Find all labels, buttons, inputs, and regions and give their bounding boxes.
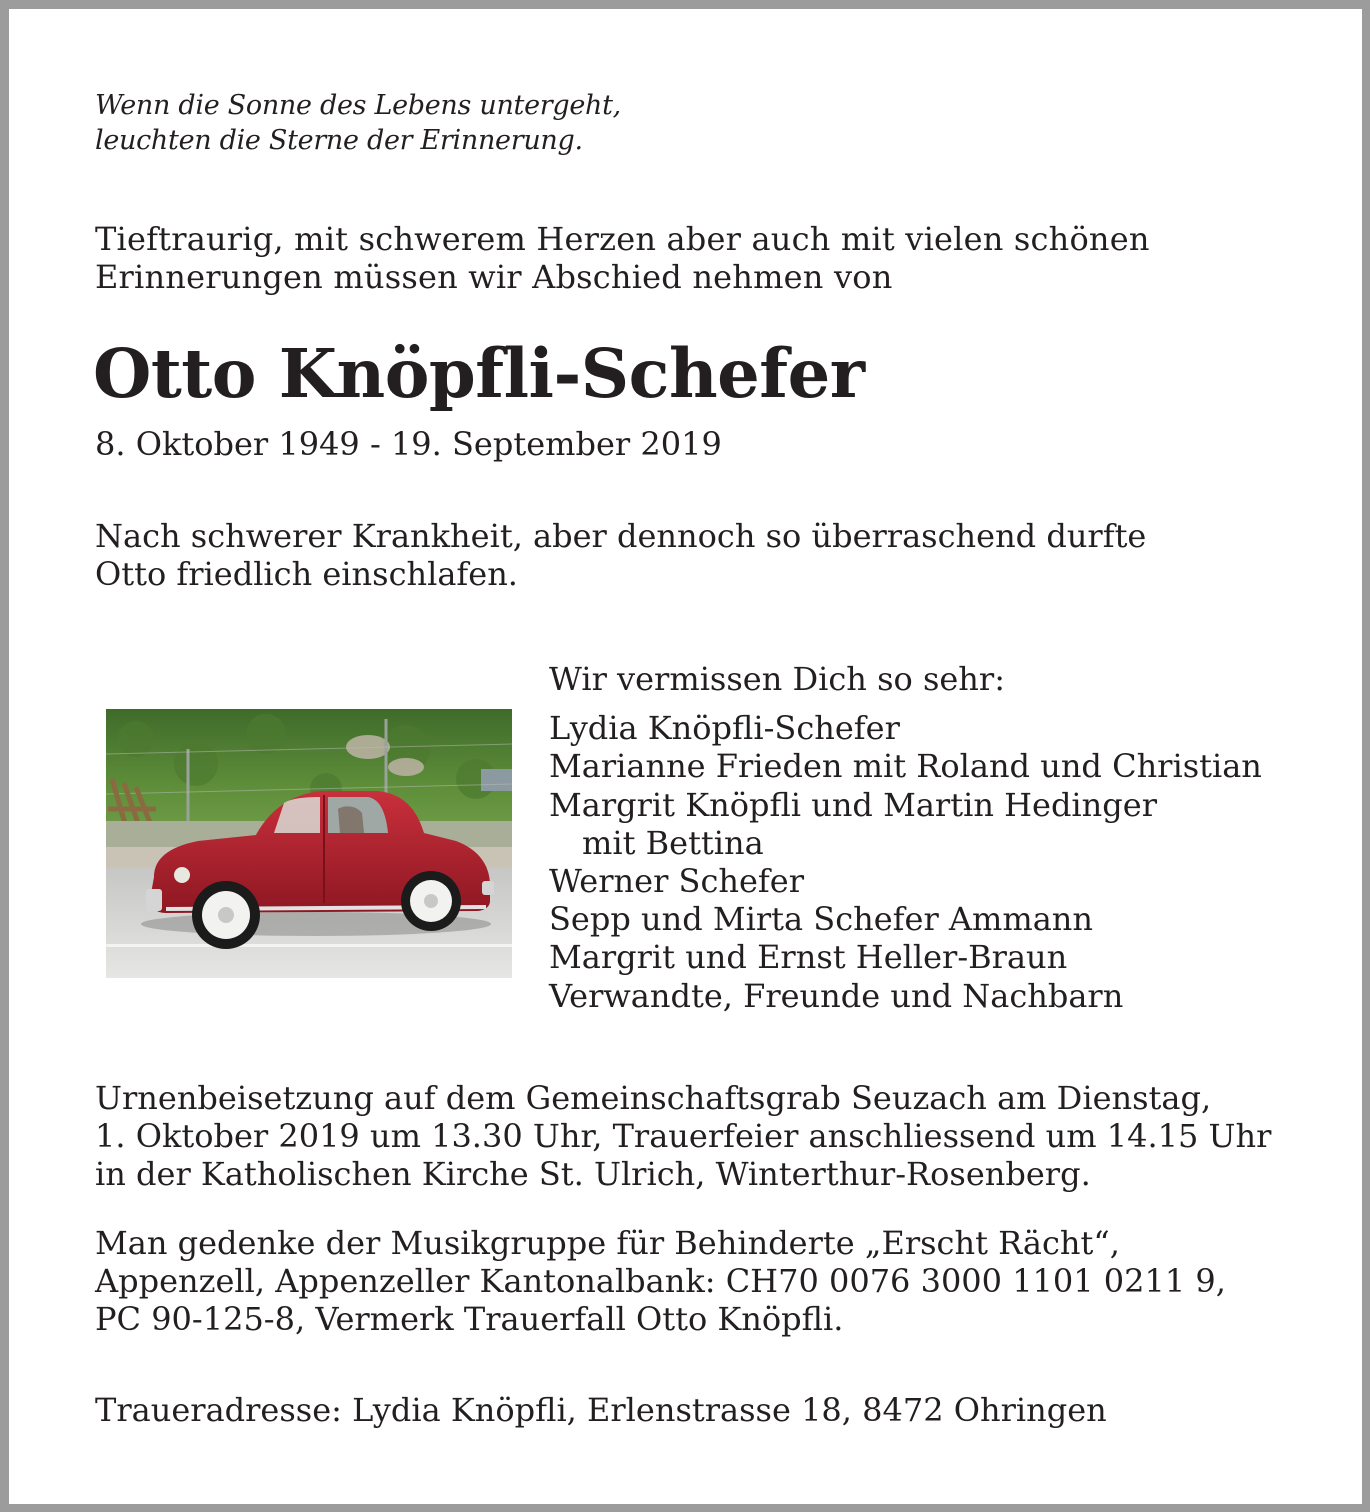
donation-line: PC 90-125-8, Vermerk Trauerfall Otto Knöpfli. bbox=[95, 1300, 844, 1338]
donation-info bbox=[95, 1224, 1226, 1338]
motto-line: Wenn die Sonne des Lebens untergeht, bbox=[95, 90, 621, 121]
intro-line: Tieftraurig, mit schwerem Herzen aber auch mit vielen schönen bbox=[95, 220, 1150, 258]
mourners-list bbox=[549, 660, 1262, 1015]
life-dates: 8. Oktober 1949 - 19. September 2019 bbox=[95, 425, 722, 463]
mourner-name: Sepp und Mirta Schefer Ammann bbox=[549, 900, 1094, 939]
passing-note bbox=[95, 517, 1146, 593]
mourner-name: Verwandte, Freunde und Nachbarn bbox=[549, 976, 1124, 1015]
note-line: Otto friedlich einschlafen. bbox=[95, 555, 518, 593]
vintage-car-photo bbox=[106, 709, 512, 978]
motto-quote bbox=[95, 88, 621, 158]
mourners-heading: Wir vermissen Dich so sehr: bbox=[549, 660, 1005, 698]
mourner-name: Werner Schefer bbox=[549, 862, 804, 901]
mourner-name: Marianne Frieden mit Roland und Christian bbox=[549, 747, 1262, 786]
mourning-address bbox=[95, 1391, 1107, 1429]
donation-line: Man gedenke der Musikgruppe für Behinderte „Erscht Rächt“, bbox=[95, 1224, 1120, 1262]
service-line: Urnenbeisetzung auf dem Gemeinschaftsgrab Seuzach am Dienstag, bbox=[95, 1079, 1212, 1117]
motto-line: leuchten die Sterne der Erinnerung. bbox=[95, 125, 583, 156]
service-line: in der Katholischen Kirche St. Ulrich, Winterthur-Rosenberg. bbox=[95, 1155, 1091, 1193]
mourner-name: Margrit und Ernst Heller-Braun bbox=[549, 938, 1068, 977]
deceased-name: Otto Knöpfli-Schefer bbox=[93, 334, 865, 413]
mourner-name: mit Bettina bbox=[582, 823, 764, 862]
donation-line: Appenzell, Appenzeller Kantonalbank: CH70 0076 3000 1101 0211 9, bbox=[95, 1262, 1226, 1300]
service-line: 1. Oktober 2019 um 13.30 Uhr, Trauerfeier anschliessend um 14.15 Uhr bbox=[95, 1117, 1272, 1155]
intro-text bbox=[95, 220, 1150, 296]
mourner-name: Margrit Knöpfli und Martin Hedinger bbox=[549, 785, 1157, 824]
service-info bbox=[95, 1079, 1271, 1193]
intro-line: Erinnerungen müssen wir Abschied nehmen von bbox=[95, 258, 893, 296]
address-line: Traueradresse: Lydia Knöpfli, Erlenstrasse 18, 8472 Ohringen bbox=[95, 1391, 1107, 1429]
note-line: Nach schwerer Krankheit, aber dennoch so überraschend durfte bbox=[95, 517, 1147, 555]
mourner-name: Lydia Knöpfli-Schefer bbox=[549, 709, 900, 748]
